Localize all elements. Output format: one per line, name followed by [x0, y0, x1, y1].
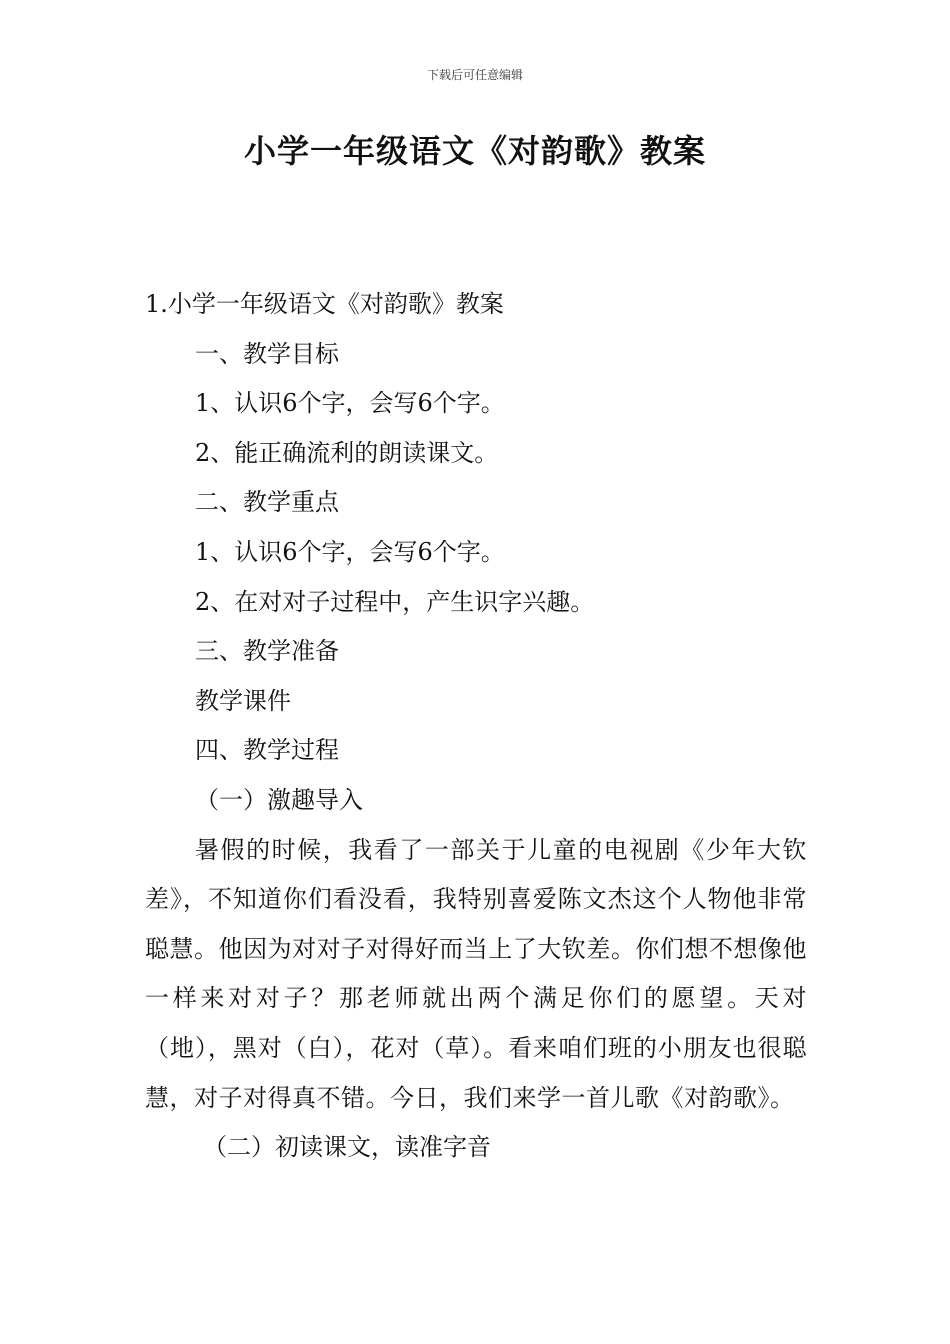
key-point-item-1: 1、认识6个字，会写6个字。 [195, 537, 505, 566]
process-heading: 四、教学过程 [195, 736, 339, 765]
key-point-item-2: 2、在对对子过程中，产生识字兴趣。 [195, 587, 595, 616]
section-heading: 1.小学一年级语文《对韵歌》教案 [145, 290, 504, 318]
goals-heading: 一、教学目标 [195, 339, 339, 368]
header-note: 下载后可任意编辑 [426, 68, 523, 82]
step-1-heading: （一）激趣导入 [195, 785, 363, 814]
preparation-item: 教学课件 [195, 686, 291, 715]
goal-item-1: 1、认识6个字，会写6个字。 [195, 389, 505, 418]
step-1-paragraph: 暑假的时候，我看了一部关于儿童的电视剧《少年大钦差》，不知道你们看没看，我特别喜爱陈文杰这个人物他非常聪慧。他因为对对子对得好而当上了大钦差。你们想不想像他一样来对对子？那老师就出两个满足你们的愿望。天对（地），黑对（白），花对（草）。看来咱们班的小朋友也很聪慧，对子对得真不错。今日，我们来学一首儿歌《对韵歌》。 [145, 835, 807, 1112]
preparation-heading: 三、教学准备 [195, 637, 339, 666]
key-points-heading: 二、教学重点 [195, 488, 339, 517]
goal-item-2: 2、能正确流利的朗读课文。 [195, 438, 499, 467]
document-title: 小学一年级语文《对韵歌》教案 [243, 132, 706, 170]
document-body [145, 280, 807, 1173]
step-2-heading: （二）初读课文，读准字音 [203, 1133, 491, 1162]
